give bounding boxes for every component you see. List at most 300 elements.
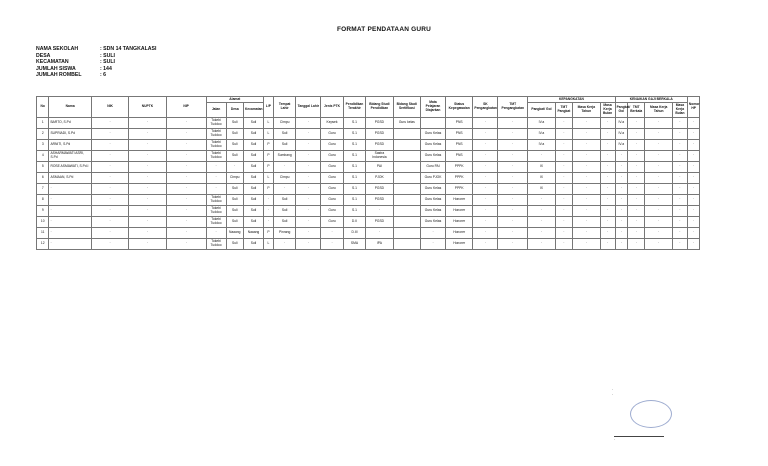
table-row <box>37 129 748 140</box>
teacher-table <box>36 96 748 250</box>
cell-desa: Suli <box>226 129 243 140</box>
cell-hp: · <box>687 195 699 206</box>
cell-jenis: Guru <box>321 184 343 195</box>
cell-tmtb: · <box>628 239 645 250</box>
info-row <box>36 59 156 66</box>
cell-tmtb: · <box>628 173 645 184</box>
info-label: NAMA SEKOLAH <box>36 46 79 52</box>
cell-pgol: · <box>528 195 555 206</box>
col-tempat-lahir: Tempat Lahir <box>273 97 295 118</box>
cell-nip: · <box>166 184 206 195</box>
cell-nuptk: · <box>129 118 166 129</box>
cell-pgol: · <box>528 206 555 217</box>
info-value: : SDN 14 TANGKALASI <box>100 46 157 52</box>
cell-tmtp: · <box>555 129 572 140</box>
info-row <box>36 53 156 60</box>
cell-pgol: · <box>528 228 555 239</box>
info-value: : 144 <box>100 65 112 72</box>
cell-lp: · <box>263 206 273 217</box>
cell-mapel: · <box>421 239 446 250</box>
cell-kec: Suli <box>243 206 263 217</box>
cell-hp: · <box>687 217 699 228</box>
cell-nik: · <box>91 118 128 129</box>
cell-bidang: PGSD <box>366 129 393 140</box>
cell-sert <box>393 239 420 250</box>
cell-hp: · <box>687 140 699 151</box>
cell-tmp: Suli <box>273 195 295 206</box>
cell-sk: · <box>473 140 498 151</box>
signature-block <box>612 388 613 398</box>
cell-tgl: · <box>296 118 321 129</box>
cell-mapel: Guru Kelas <box>421 129 446 140</box>
cell-pgol: IX <box>528 173 555 184</box>
cell-nuptk: · <box>129 129 166 140</box>
cell-jalan: Tokebi Tuddoo <box>206 206 226 217</box>
cell-nama: ARNITI, S.Pd <box>49 140 91 151</box>
cell-pgol: · <box>528 217 555 228</box>
cell-no: 5 <box>37 162 49 173</box>
cell-tmtp: · <box>555 173 572 184</box>
cell-tmt: · <box>498 129 528 140</box>
cell-lp: P <box>263 184 273 195</box>
cell-sert <box>393 195 420 206</box>
cell-nik: · <box>91 129 128 140</box>
cell-lp: L <box>263 129 273 140</box>
cell-nik: · <box>91 195 128 206</box>
cell-tgl: · <box>296 206 321 217</box>
cell-tgl: · <box>296 228 321 239</box>
cell-mkt: · <box>573 151 600 162</box>
cell-nama: ASMAAN, S.Pd <box>49 173 91 184</box>
col-tmt-berkala: TMT Berkala <box>628 103 645 118</box>
cell-nik: · <box>91 217 128 228</box>
cell-pgol: IV.a <box>528 129 555 140</box>
cell-tmtb: · <box>628 129 645 140</box>
cell-nik: · <box>91 228 128 239</box>
cell-pgol: · <box>528 239 555 250</box>
cell-sk: · <box>473 162 498 173</box>
cell-tmt: · <box>498 206 528 217</box>
col-nomor-hp: Nomor HP <box>687 97 699 118</box>
cell-sert <box>393 129 420 140</box>
cell-mkt2: · <box>645 140 672 151</box>
cell-mkb2: · <box>672 140 687 151</box>
cell-tgl: · <box>296 217 321 228</box>
cell-pgol2: · <box>615 217 627 228</box>
info-row <box>36 66 156 73</box>
table-row <box>37 228 748 239</box>
cell-jenis: · <box>321 228 343 239</box>
cell-pend: S.1 <box>343 140 365 151</box>
cell-jalan: · <box>206 162 226 173</box>
col-masa-kerja-tahun-2: Masa Kerja Tahun <box>645 103 672 118</box>
cell-jenis: Guru <box>321 140 343 151</box>
col-no: No <box>37 97 49 118</box>
group-gaji-berkala: KENAIKAN GAJI BERKALA <box>615 97 687 103</box>
col-pangkat-gol: Pangkat/ Gol <box>528 103 555 118</box>
cell-nama: ROSE ASMAWATI, S.Pd.I <box>49 162 91 173</box>
cell-jalan: Tokebi Tuddoo <box>206 217 226 228</box>
cell-jalan: Tokebi Tuddoo <box>206 239 226 250</box>
cell-pgol2: · <box>615 173 627 184</box>
cell-tmtb: · <box>628 228 645 239</box>
cell-mapel: Guru Kelas <box>421 217 446 228</box>
cell-mapel: Guru Kelas <box>421 140 446 151</box>
cell-no: 9 <box>37 206 49 217</box>
cell-nik: · <box>91 239 128 250</box>
info-label: KECAMATAN <box>36 59 69 66</box>
cell-hp: · <box>687 184 699 195</box>
cell-mkb2: · <box>672 228 687 239</box>
cell-pgol: IX <box>528 184 555 195</box>
cell-mkb: · <box>600 140 615 151</box>
col-masa-kerja-bulan-2: Masa Kerja Bulan <box>672 103 687 118</box>
cell-nik: · <box>91 184 128 195</box>
cell-pgol: IV.a <box>528 140 555 151</box>
cell-pgol2: IV.a <box>615 129 627 140</box>
cell-pend: S.1 <box>343 162 365 173</box>
cell-mkb: · <box>600 206 615 217</box>
info-row <box>36 46 156 53</box>
cell-tmp: · <box>273 184 295 195</box>
cell-nama: · <box>49 206 91 217</box>
cell-bidang: PAI <box>366 162 393 173</box>
cell-tmt: · <box>498 217 528 228</box>
cell-pend: SMA <box>343 239 365 250</box>
cell-nuptk: · <box>129 151 166 162</box>
cell-pend: S.1 <box>343 151 365 162</box>
cell-lp: P <box>263 162 273 173</box>
table-body <box>37 118 748 250</box>
cell-tmt: · <box>498 140 528 151</box>
cell-tmt: · <box>498 162 528 173</box>
cell-mkt2: · <box>645 162 672 173</box>
cell-pgol2: · <box>615 206 627 217</box>
cell-nuptk: · <box>129 184 166 195</box>
cell-nik: · <box>91 206 128 217</box>
cell-pgol2: IV.a <box>615 118 627 129</box>
cell-sert <box>393 173 420 184</box>
cell-jenis: Guru <box>321 206 343 217</box>
cell-sk: · <box>473 239 498 250</box>
cell-mkt: · <box>573 217 600 228</box>
cell-tmtp: · <box>555 228 572 239</box>
cell-nip: · <box>166 228 206 239</box>
col-desa: Desa <box>226 103 243 118</box>
cell-tmp: · <box>273 162 295 173</box>
cell-mkb: · <box>600 184 615 195</box>
cell-mkt2: · <box>645 151 672 162</box>
cell-no: 2 <box>37 129 49 140</box>
cell-mkt: · <box>573 184 600 195</box>
cell-mapel: · <box>421 228 446 239</box>
cell-bidang: PGSD <box>366 217 393 228</box>
cell-tmtp: · <box>555 151 572 162</box>
cell-mkb2: · <box>672 151 687 162</box>
cell-tmtb: · <box>628 184 645 195</box>
cell-tmtb: · <box>628 217 645 228</box>
cell-status: PNS <box>445 129 472 140</box>
cell-kec: Suli <box>243 195 263 206</box>
signature-name: · <box>614 438 616 442</box>
cell-tmt: · <box>498 239 528 250</box>
cell-desa: · <box>226 162 243 173</box>
cell-mkb2: · <box>672 118 687 129</box>
cell-tmt: · <box>498 184 528 195</box>
cell-pend: S.1 <box>343 118 365 129</box>
info-label: DESA <box>36 52 51 59</box>
cell-mapel: Guru Kelas <box>421 151 446 162</box>
cell-tmtp: · <box>555 118 572 129</box>
cell-sert <box>393 151 420 162</box>
cell-lp: L <box>263 239 273 250</box>
cell-nip: · <box>166 129 206 140</box>
cell-mkb: · <box>600 228 615 239</box>
cell-kec: Suli <box>243 239 263 250</box>
cell-bidang: · <box>366 206 393 217</box>
cell-tmtb: · <box>628 162 645 173</box>
cell-mkb: · <box>600 118 615 129</box>
cell-nuptk: · <box>129 228 166 239</box>
cell-tgl: · <box>296 140 321 151</box>
cell-nip: · <box>166 173 206 184</box>
cell-nuptk: · <box>129 195 166 206</box>
signature-role: · <box>612 393 614 397</box>
cell-status: PPPK <box>445 184 472 195</box>
cell-tmt: · <box>498 173 528 184</box>
cell-status: Honorer <box>445 195 472 206</box>
cell-status: Honorer <box>445 217 472 228</box>
col-masa-kerja-tahun: Masa Kerja Tahun <box>573 103 600 118</box>
cell-tmtp: · <box>555 239 572 250</box>
cell-tmt: · <box>498 118 528 129</box>
cell-nip: · <box>166 206 206 217</box>
cell-kec: Suli <box>243 162 263 173</box>
cell-sert <box>393 217 420 228</box>
cell-no: 7 <box>37 184 49 195</box>
col-pendidikan: Pendidikan Terakhir <box>343 97 365 118</box>
cell-nip: · <box>166 140 206 151</box>
cell-tgl: · <box>296 151 321 162</box>
cell-status: PNS <box>445 151 472 162</box>
cell-mapel <box>421 118 446 129</box>
cell-tmp: Sumbang <box>273 151 295 162</box>
cell-tmtb: · <box>628 118 645 129</box>
cell-mapel: Guru Kelas <box>421 184 446 195</box>
cell-pgol2: · <box>615 151 627 162</box>
cell-bidang: PGSD <box>366 118 393 129</box>
cell-nuptk: · <box>129 239 166 250</box>
cell-hp: · <box>687 162 699 173</box>
cell-nip: · <box>166 195 206 206</box>
cell-no: 3 <box>37 140 49 151</box>
cell-sert <box>393 228 420 239</box>
cell-jenis: Guru <box>321 217 343 228</box>
cell-kec: Suli <box>243 129 263 140</box>
cell-tmtb: · <box>628 206 645 217</box>
cell-mkt: · <box>573 239 600 250</box>
cell-mkt: · <box>573 162 600 173</box>
cell-tmp: Pinrang <box>273 228 295 239</box>
cell-no: 11 <box>37 228 49 239</box>
cell-sert <box>393 140 420 151</box>
info-label: JUMLAH ROMBEL <box>36 72 82 79</box>
info-row <box>36 72 156 79</box>
cell-pgol2: · <box>615 195 627 206</box>
cell-mapel: Guru PJOK <box>421 173 446 184</box>
cell-no: 12 <box>37 239 49 250</box>
table-row <box>37 173 748 184</box>
cell-nip: · <box>166 118 206 129</box>
cell-pgol2: · <box>615 239 627 250</box>
cell-pend: D.II <box>343 217 365 228</box>
cell-hp: · <box>687 239 699 250</box>
col-status: Status Kepegawaian <box>445 97 472 118</box>
cell-lp: L <box>263 118 273 129</box>
cell-tgl: · <box>296 162 321 173</box>
cell-status: Honorer <box>445 228 472 239</box>
cell-lp: P <box>263 140 273 151</box>
cell-pend: S.1 <box>343 173 365 184</box>
cell-desa: Suli <box>226 206 243 217</box>
cell-sk: · <box>473 151 498 162</box>
cell-no: 8 <box>37 195 49 206</box>
table-row <box>37 217 748 228</box>
cell-mkt2: · <box>645 206 672 217</box>
cell-desa: Suli <box>226 239 243 250</box>
cell-mkt2: · <box>645 239 672 250</box>
cell-hp: · <box>687 173 699 184</box>
cell-tmp: · <box>273 239 295 250</box>
cell-hp: · <box>687 129 699 140</box>
cell-status: Honorer <box>445 206 472 217</box>
cell-hp: · <box>687 118 699 129</box>
cell-mkt: · <box>573 195 600 206</box>
cell-sk: · <box>473 118 498 129</box>
cell-sk: · <box>473 206 498 217</box>
cell-nuptk: · <box>129 173 166 184</box>
cell-bidang: Sastra Indonesia <box>366 151 393 162</box>
cell-jalan: Tokebi Tuddoo <box>206 140 226 151</box>
table-row <box>37 206 748 217</box>
cell-mkb: · <box>600 151 615 162</box>
cell-pend: S.1 <box>343 184 365 195</box>
cell-tmtp: · <box>555 217 572 228</box>
cell-mkt2: · <box>645 129 672 140</box>
cell-desa: Suli <box>226 140 243 151</box>
cell-nama: · <box>49 184 91 195</box>
cell-mkt: · <box>573 129 600 140</box>
cell-mkt2: · <box>645 195 672 206</box>
cell-desa: Suli <box>226 217 243 228</box>
cell-lp: P <box>263 228 273 239</box>
col-tmt-pangkat: TMT Pangkat <box>555 103 572 118</box>
group-alamat: Alamat <box>206 97 263 103</box>
cell-sk: · <box>473 217 498 228</box>
cell-tmp: Suli <box>273 206 295 217</box>
cell-no: 10 <box>37 217 49 228</box>
cell-pgol2: · <box>615 162 627 173</box>
cell-nama: SUPRIADI, S.Pd <box>49 129 91 140</box>
cell-bidang: · <box>366 228 393 239</box>
col-nama: Nama <box>49 97 91 118</box>
cell-sert <box>393 206 420 217</box>
cell-lp: L <box>263 173 273 184</box>
cell-mkb: · <box>600 129 615 140</box>
cell-hp: · <box>687 228 699 239</box>
cell-jalan: Tokebi Tuddoo <box>206 129 226 140</box>
cell-kec: Naaang <box>243 228 263 239</box>
cell-sk: · <box>473 195 498 206</box>
cell-mkt: · <box>573 173 600 184</box>
cell-pgol: · <box>528 151 555 162</box>
cell-sert <box>393 162 420 173</box>
cell-tgl: · <box>296 239 321 250</box>
cell-bidang: IPA <box>366 239 393 250</box>
school-info <box>36 46 156 79</box>
cell-desa: Cimpu <box>226 173 243 184</box>
cell-pend: S.1 <box>343 206 365 217</box>
cell-tgl: · <box>296 129 321 140</box>
cell-mkb: · <box>600 195 615 206</box>
cell-kec: Suli <box>243 184 263 195</box>
cell-tmtb: · <box>628 195 645 206</box>
cell-jenis: · <box>321 239 343 250</box>
cell-pgol: IV.a <box>528 118 555 129</box>
cell-nik: · <box>91 140 128 151</box>
col-nuptk: NUPTK <box>129 97 166 118</box>
table-row <box>37 184 748 195</box>
cell-desa: Naaang <box>226 228 243 239</box>
cell-status: PPPK <box>445 162 472 173</box>
cell-hp: · <box>687 206 699 217</box>
cell-nip: · <box>166 151 206 162</box>
cell-kec: Suli <box>243 217 263 228</box>
col-bidang-sertifikasi: Bidang Studi Sertifikasi <box>393 97 420 118</box>
cell-tmt: · <box>498 195 528 206</box>
cell-desa: Suli <box>226 195 243 206</box>
info-label: JUMLAH SISWA <box>36 65 76 72</box>
cell-tmp: Suli <box>273 129 295 140</box>
cell-nama: ASHARMAWATI ASRI, S.Pd <box>49 151 91 162</box>
cell-tmt: · <box>498 151 528 162</box>
col-masa-kerja-bulan: Masa Kerja Bulan <box>600 103 615 118</box>
cell-bidang: PGSD <box>366 140 393 151</box>
table-row <box>37 140 748 151</box>
cell-mkt2: · <box>645 118 672 129</box>
cell-mapel: Guru Kelas <box>421 206 446 217</box>
col-lp: L/P <box>263 97 273 118</box>
cell-mkb: · <box>600 217 615 228</box>
cell-nik: · <box>91 173 128 184</box>
col-sk: SK Pengangkatan <box>473 97 498 118</box>
cell-kec: Suli <box>243 140 263 151</box>
cell-nuptk: · <box>129 140 166 151</box>
cell-sk: · <box>473 184 498 195</box>
cell-tmp: Cimpu <box>273 118 295 129</box>
cell-jenis: Guru <box>321 195 343 206</box>
cell-tmtp: · <box>555 195 572 206</box>
cell-tmtp: · <box>555 162 572 173</box>
cell-jalan: Tokebi Tuddoo <box>206 195 226 206</box>
col-bidang-pendidikan: Bidang Studi Pendidikan <box>366 97 393 118</box>
cell-pgol2: IV.a <box>615 140 627 151</box>
cell-no: 6 <box>37 173 49 184</box>
cell-tmp: Suli <box>273 217 295 228</box>
cell-mkt: · <box>573 118 600 129</box>
cell-nama: · <box>49 195 91 206</box>
cell-mkb2: · <box>672 195 687 206</box>
